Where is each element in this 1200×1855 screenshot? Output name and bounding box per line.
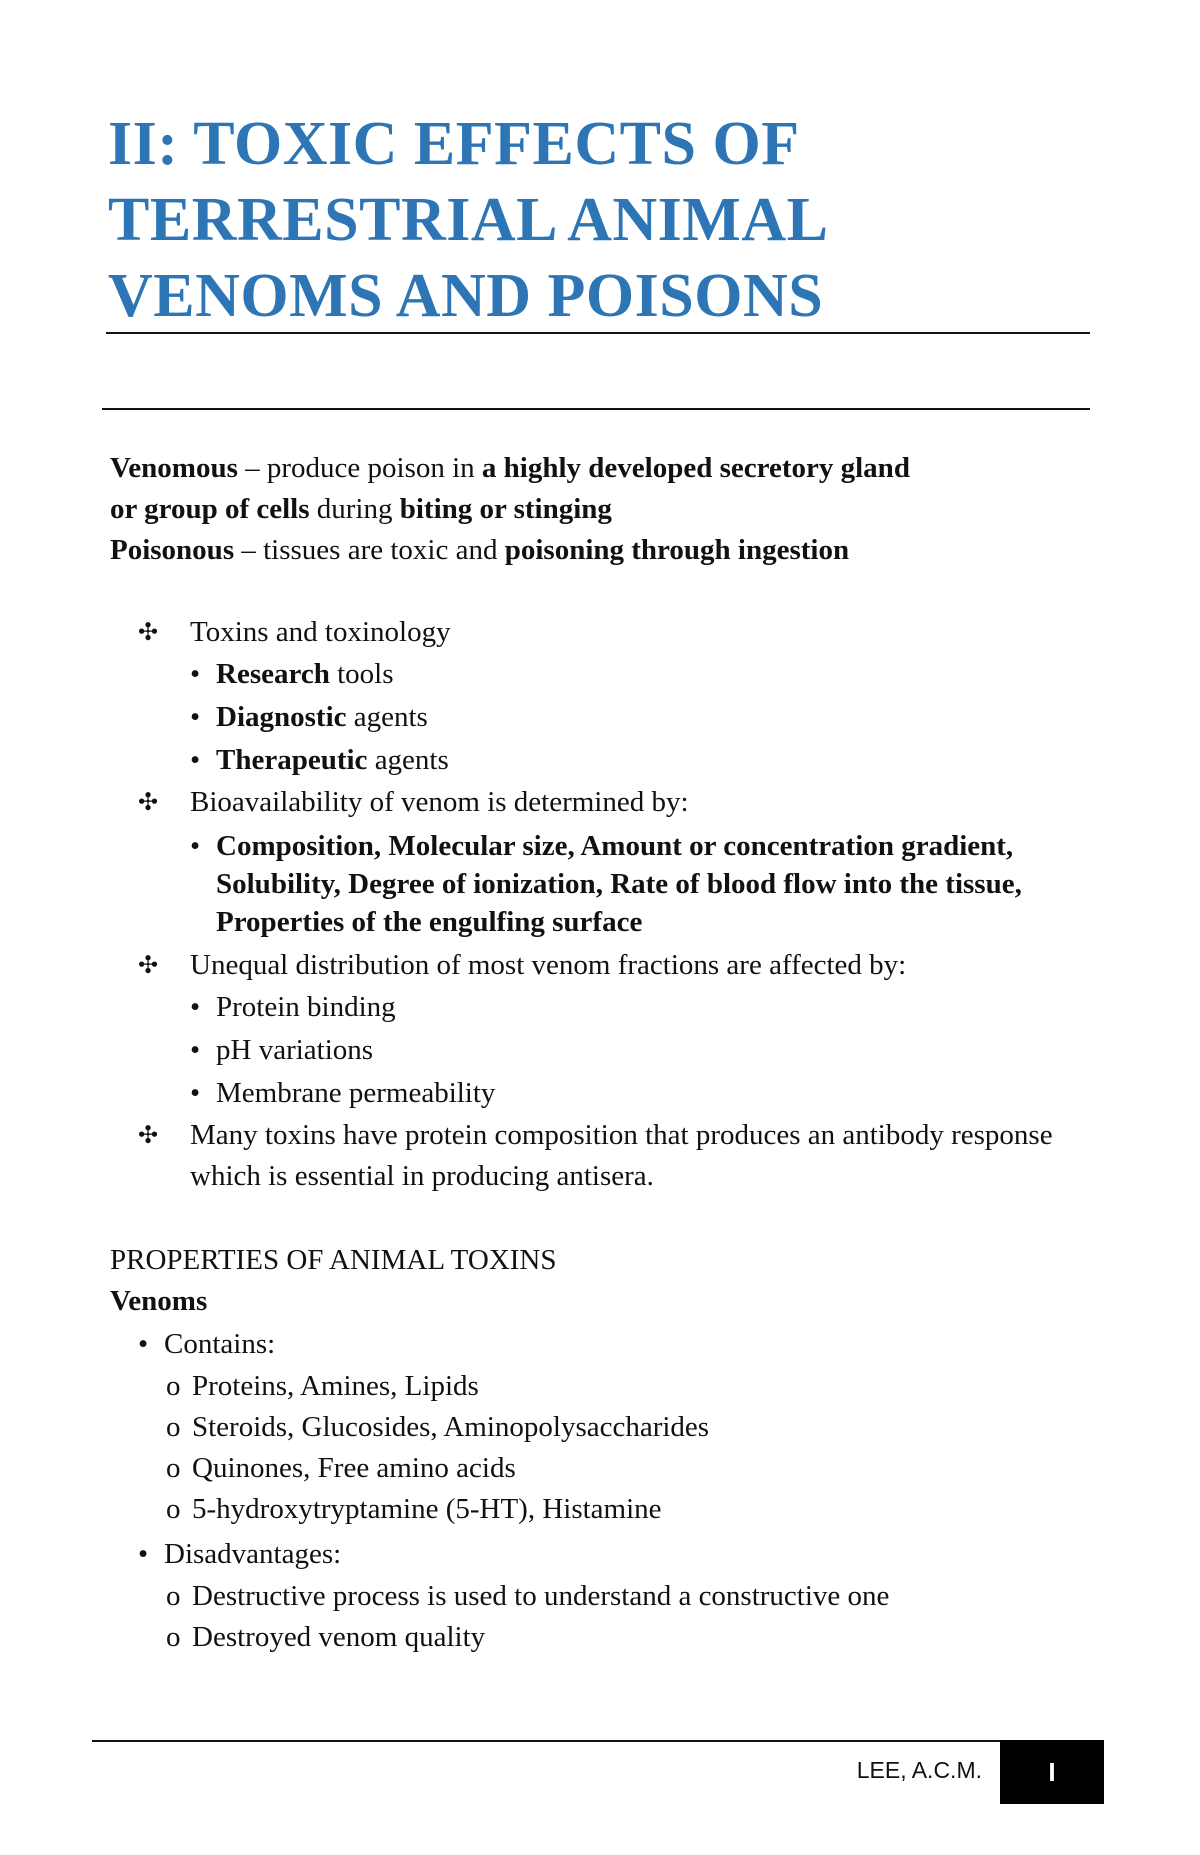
list-item	[110, 782, 1100, 823]
poisonous-term: Poisonous	[110, 534, 235, 566]
bullet-icon: •	[190, 658, 201, 690]
sub-item-text: Quinones, Free amino acids	[192, 1452, 516, 1484]
sub-item-bold: Therapeutic	[216, 744, 368, 776]
sub-list-item	[110, 823, 1100, 945]
properties-section	[110, 1240, 1100, 1658]
venomous-bold-1: a highly developed secretory gland	[481, 452, 910, 484]
sub-list-item	[110, 653, 1100, 696]
circle-bullet-icon: o	[166, 1621, 181, 1653]
bullet-icon: •	[190, 991, 201, 1023]
sub-item-text: Destroyed venom quality	[192, 1621, 486, 1653]
sub-list-item	[110, 739, 1100, 782]
sub-list-item	[110, 1617, 1100, 1658]
poisonous-mid-text: – tissues are toxic and	[234, 534, 505, 566]
sub-item-text: Protein binding	[216, 991, 396, 1023]
sub-item-text: Steroids, Glucosides, Aminopolysaccharides	[192, 1411, 710, 1443]
bullet-icon: •	[190, 701, 201, 733]
venomous-bold-3: biting or stinging	[399, 493, 612, 525]
venomous-definition-line-2	[110, 489, 1090, 530]
sub-list-item	[110, 696, 1100, 739]
sub-item-text: Proteins, Amines, Lipids	[192, 1370, 479, 1402]
footer-author: LEE, A.C.M.	[856, 1757, 982, 1783]
section-heading: PROPERTIES OF ANIMAL TOXINS	[110, 1244, 557, 1276]
list-item-text: Unequal distribution of most venom fractions are affected by:	[190, 949, 907, 981]
title-line-2: TERRESTRIAL ANIMAL	[108, 186, 829, 254]
list-item-text: Bioavailability of venom is determined by:	[190, 786, 689, 818]
venomous-mid-text: during	[309, 493, 400, 525]
venomous-dash-text: – produce poison in	[237, 452, 482, 484]
sub-list-item	[110, 1072, 1100, 1115]
circle-bullet-icon: o	[166, 1580, 181, 1612]
sub-item-text: pH variations	[216, 1034, 374, 1066]
sub-item-text: tools	[329, 658, 394, 690]
list-item	[110, 612, 1100, 653]
sub-item-text: Membrane permeability	[216, 1077, 496, 1109]
venomous-definition-line-1	[110, 448, 1090, 489]
sub-item-bold: Research	[216, 658, 330, 690]
poisonous-bold-1: poisoning through ingestion	[504, 534, 850, 566]
sub-list-item	[110, 1029, 1100, 1072]
sub-item-text: 5-hydroxytryptamine (5-HT), Histamine	[192, 1493, 662, 1525]
page-number: I	[1000, 1740, 1104, 1804]
four-point-star-icon: ✣	[138, 1121, 159, 1149]
list-item	[110, 945, 1100, 986]
sub-list-item	[110, 1576, 1100, 1617]
sub-item-text: agents	[367, 744, 449, 776]
bullet-icon: •	[190, 744, 201, 776]
venomous-bold-2: or group of cells	[110, 493, 310, 525]
sub-item-bold: Diagnostic	[216, 701, 347, 733]
sub-list-item	[110, 1407, 1100, 1448]
list-item	[110, 1532, 1100, 1576]
circle-bullet-icon: o	[166, 1493, 181, 1525]
list-item-text: Toxins and toxinology	[190, 616, 451, 648]
page-title	[108, 106, 1088, 334]
title-line-1: II: TOXIC EFFECTS OF	[108, 110, 800, 178]
title-line-3: VENOMS AND POISONS	[108, 262, 824, 330]
circle-bullet-icon: o	[166, 1452, 181, 1484]
sub-item-text: Destructive process is used to understand a constructive one	[192, 1580, 890, 1612]
title-divider	[106, 332, 1090, 334]
list-item-text: Disadvantages:	[164, 1538, 342, 1570]
bullet-icon: •	[138, 1538, 149, 1570]
sub-item-bold: Composition, Molecular size, Amount or concentration gradient, Solubility, Degree of ionization, Rate of blood flow into the tissue, Properties of the engulfing surface	[216, 830, 1022, 938]
four-point-star-icon: ✣	[138, 788, 159, 816]
venomous-term: Venomous	[110, 452, 238, 484]
bullet-icon: •	[190, 1034, 201, 1066]
sub-list-item	[110, 1366, 1100, 1407]
four-point-star-icon: ✣	[138, 951, 159, 979]
circle-bullet-icon: o	[166, 1370, 181, 1402]
section-subheading: Venoms	[110, 1285, 208, 1317]
bullet-icon: •	[138, 1328, 149, 1360]
list-item	[110, 1115, 1100, 1197]
circle-bullet-icon: o	[166, 1411, 181, 1443]
main-list	[110, 612, 1100, 1197]
bullet-icon: •	[190, 1077, 201, 1109]
sub-list-item	[110, 1448, 1100, 1489]
bullet-icon: •	[190, 830, 201, 862]
footer-divider	[92, 1740, 1004, 1742]
sub-list-item	[110, 1489, 1100, 1530]
list-item-text: Many toxins have protein composition that produces an antibody response which is essential in producing antisera.	[190, 1119, 1053, 1192]
sub-item-text: agents	[346, 701, 428, 733]
four-point-star-icon: ✣	[138, 618, 159, 646]
list-item-text: Contains:	[164, 1328, 276, 1360]
sub-list-item	[110, 986, 1100, 1029]
section-divider	[102, 408, 1090, 410]
list-item	[110, 1322, 1100, 1366]
definitions	[110, 448, 1090, 571]
poisonous-definition	[110, 530, 1090, 571]
